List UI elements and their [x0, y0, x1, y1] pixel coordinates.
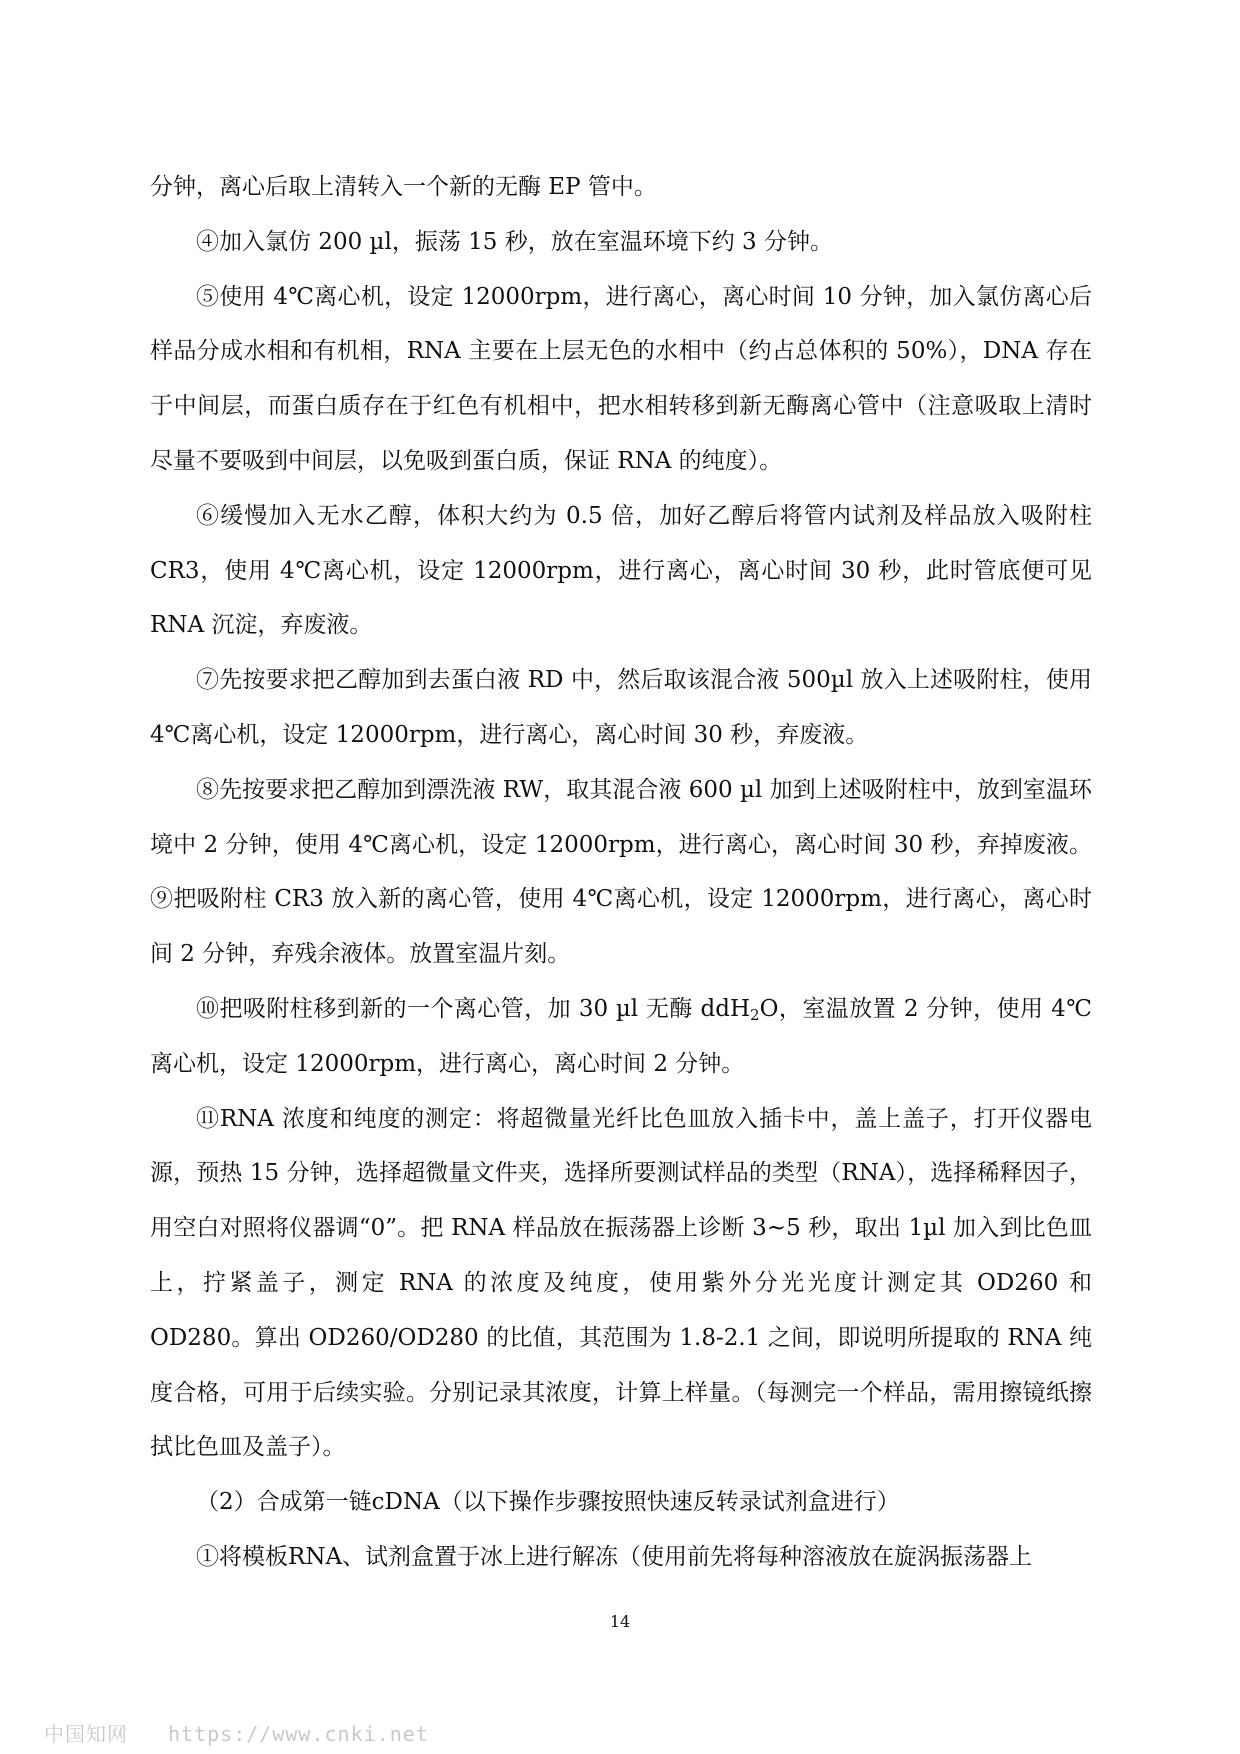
watermark-site: 中国知网 — [44, 1722, 128, 1746]
body-text — [150, 160, 1092, 1585]
paragraph-continuation: 分钟，离心后取上清转入一个新的无酶 EP 管中。 — [150, 174, 657, 200]
cnki-watermark — [44, 1718, 429, 1747]
paragraph-step-7: ⑦先按要求把乙醇加到去蛋白液 RD 中，然后取该混合液 500µl 放入上述吸附柱，使用 4℃离心机，设定 12000rpm，进行离心，离心时间 30 秒，弃废液。 — [150, 667, 1092, 748]
paragraph-step-4: ④加入氯仿 200 µl，振荡 15 秒，放在室温环境下约 3 分钟。 — [196, 228, 833, 255]
section-heading-cdna: （2）合成第一链cDNA（以下操作步骤按照快速反转录试剂盒进行） — [196, 1489, 900, 1516]
step-10-text-after: O，室温放置 2 分钟，使用 4℃离心机，设定 12000rpm，进行离心，离心时间 2 分钟。 — [150, 995, 1092, 1077]
paragraph-step-6: ⑥缓慢加入无水乙醇，体积大约为 0.5 倍，加好乙醇后将管内试剂及样品放入吸附柱 CR3，使用 4℃离心机，设定 12000rpm，进行离心，离心时间 30 秒，此时管底便可见 RNA 沉淀，弃废液。 — [150, 502, 1092, 639]
paragraph-step-5: ⑤使用 4℃离心机，设定 12000rpm，进行离心，离心时间 10 分钟，加入氯仿离心后样品分成水相和有机相，RNA 主要在上层无色的水相中（约占总体积的 50%），DNA 存在于中间层，而蛋白质存在于红色有机相中，把水相转移到新无酶离心管中（注意吸取上清时尽量不要吸到中间层，以免吸到蛋白质，保证 RNA 的纯度）。 — [150, 283, 1092, 474]
subscript-2: 2 — [750, 1005, 760, 1024]
page-number: 14 — [609, 1612, 631, 1631]
watermark-url: https://www.cnki.net — [168, 1722, 429, 1746]
paragraph-step-11: ⑪RNA 浓度和纯度的测定：将超微量光纤比色皿放入插卡中，盖上盖子，打开仪器电源，预热 15 分钟，选择超微量文件夹，选择所要测试样品的类型（RNA），选择稀释因子，用空白对照将仪器调“0”。把 RNA 样品放在振荡器上诊断 3~5 秒，取出 1µl 加入到比色皿上，拧紧盖子，测定 RNA 的浓度及纯度，使用紫外分光光度计测定其 OD260 和 OD280。算出 OD260/OD280 的比值，其范围为 1.8-2.1 之间，即说明所提取的 RNA 纯度合格，可用于后续实验。分别记录其浓度，计算上样量。（每测完一个样品，需用擦镜纸擦拭比色皿及盖子）。 — [150, 1105, 1092, 1461]
paragraph-step-10 — [150, 982, 1092, 1092]
step-10-text-before: ⑩把吸附柱移到新的一个离心管，加 30 µl 无酶 ddH — [196, 995, 751, 1022]
paragraph-cdna-step-1: ①将模板RNA、试剂盒置于冰上进行解冻（使用前先将每种溶液放在旋涡振荡器上 — [196, 1543, 1033, 1570]
paragraph-step-8-9: ⑧先按要求把乙醇加到漂洗液 RW，取其混合液 600 µl 加到上述吸附柱中，放到室温环境中 2 分钟，使用 4℃离心机，设定 12000rpm，进行离心，离心时间 30 秒，弃掉废液。⑨把吸附柱 CR3 放入新的离心管，使用 4℃离心机，设定 12000rpm，进行离心，离心时间 2 分钟，弃残余液体。放置室温片刻。 — [150, 776, 1092, 968]
